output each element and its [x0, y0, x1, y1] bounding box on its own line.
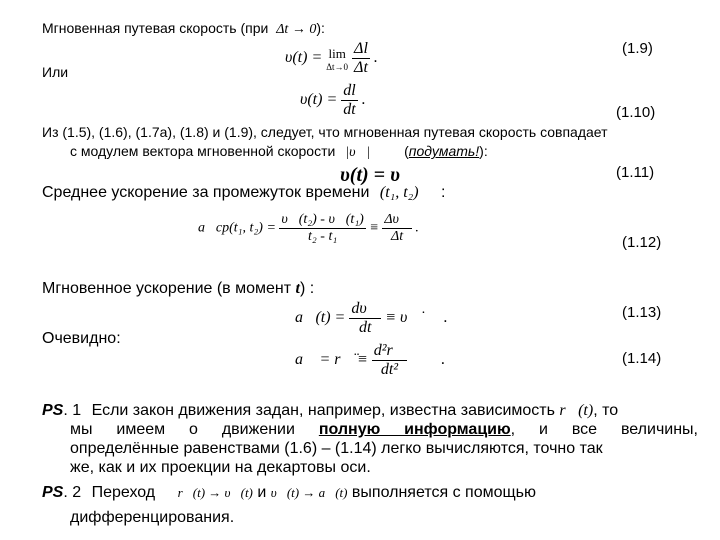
- eq-number-1-14: (1.14): [622, 350, 662, 367]
- eq-period: .: [443, 309, 448, 327]
- inst-acc-text: Мгновенное ускорение (в момент: [42, 280, 292, 297]
- eq-number-1-12: (1.12): [622, 234, 662, 251]
- abs-v: |υ⃗|: [345, 145, 371, 160]
- paragraph-line-1: Из (1.5), (1.6), (1.7а), (1.8) и (1.9), следует, что мгновенная путевая скорость совпадает: [42, 124, 608, 140]
- lim-sub: Δt→0: [326, 61, 349, 72]
- colon: :: [441, 184, 446, 201]
- ps2-word: Переход: [91, 484, 156, 501]
- d2r-dt2-fraction: [372, 342, 407, 379]
- avg-acc-text: Среднее ускорение за промежуток времени: [42, 184, 370, 201]
- eq-number-1-9: (1.9): [622, 40, 653, 57]
- frac-den: Δt: [354, 59, 368, 76]
- frac-den: t₂ - t₁: [279, 228, 365, 245]
- paragraph-line-2: [70, 143, 488, 161]
- ps1-line-2a: мы имеем о движении: [70, 421, 295, 438]
- frac-num: Δυ⃗: [384, 212, 410, 227]
- paren-close: ):: [479, 143, 488, 159]
- r-t: r⃗(t): [559, 402, 594, 419]
- frac-num: Δl: [354, 40, 368, 57]
- dv-dt-fraction: [382, 212, 412, 245]
- inst-acc-heading: [42, 280, 314, 298]
- lim-block: [326, 46, 348, 72]
- ps1-line-2: [70, 421, 698, 439]
- frac-num: d²r⃗: [373, 342, 406, 359]
- think-note: подумать!: [408, 143, 480, 159]
- instant-speed-text: Мгновенная путевая скорость (при: [42, 20, 269, 36]
- heading-tail: ):: [316, 20, 325, 36]
- ps1-line-1-text: Если закон движения задан, например, известна зависимость: [91, 402, 555, 419]
- ps2-line-2: дифференцирования.: [70, 509, 235, 526]
- paragraph-line-2-text: с модулем вектора мгновенной скорости: [70, 143, 336, 159]
- ps1-label: PS: [42, 402, 64, 419]
- equation-1-14: [295, 342, 445, 379]
- eq-period: .: [373, 49, 378, 67]
- paren-open: (: [404, 143, 409, 159]
- v-to-a: υ⃗(t) → a⃗(t): [270, 485, 348, 500]
- ps1-to: , то: [593, 402, 619, 419]
- equation-1-11: υ(t) = υ: [340, 164, 400, 186]
- ps2-tail: выполняется с помощью: [351, 484, 536, 501]
- eq-number-1-10: (1.10): [616, 104, 656, 121]
- inst-acc-tail: ) :: [299, 280, 315, 297]
- frac-den: dt: [343, 101, 356, 118]
- lim-word: lim: [328, 45, 346, 61]
- frac-num: dυ⃗: [351, 300, 380, 317]
- ps1-line-4: же, как и их проекции на декартовы оси.: [70, 459, 371, 476]
- obviously-label: Очевидно:: [42, 330, 121, 347]
- ps2-num: . 2: [63, 484, 82, 501]
- eq-period: .: [415, 220, 419, 236]
- instant-speed-heading: [42, 20, 325, 38]
- dv-dt-fraction: [349, 300, 381, 337]
- dl-dt-fraction: [352, 40, 370, 77]
- v-t-label: υ(t) =: [300, 91, 338, 109]
- v-diff-fraction: [279, 212, 365, 245]
- full-info-emphasis: полную информацию: [318, 421, 511, 438]
- a-t-label: a⃗(t) =: [295, 309, 346, 327]
- vdot: ≡ υ⃗̇: [385, 309, 420, 327]
- dl-dt-fraction: [341, 82, 357, 119]
- dt-to-zero: Δt → 0: [276, 22, 317, 37]
- equation-1-10: [300, 82, 366, 119]
- frac-den: Δt: [382, 228, 412, 245]
- frac-den: dt: [349, 318, 381, 337]
- equation-1-13: [295, 300, 448, 337]
- equation-1-12: [198, 212, 419, 245]
- ps1-line-2c: , и все величины,: [510, 421, 699, 438]
- moment-t: t: [295, 280, 300, 297]
- ps2-label: PS: [42, 484, 64, 501]
- ps1-line-3: определённые равенствами (1.6) – (1.14) легко вычисляются, точно так: [70, 440, 603, 457]
- ps1-line-1: [42, 402, 698, 420]
- r-to-v: r⃗(t) → υ⃗(t): [177, 485, 253, 500]
- frac-den: dt²: [372, 360, 407, 379]
- ps2-and: и: [257, 484, 267, 501]
- v-t-label: υ(t) =: [285, 49, 323, 67]
- acp-label: a⃗cp(t₁, t₂) =: [198, 220, 276, 236]
- frac-num: dl: [343, 82, 356, 99]
- equation-1-9: [285, 40, 378, 77]
- avg-acc-heading: [42, 184, 445, 202]
- frac-num: υ⃗(t₂) - υ⃗(t₁): [281, 212, 364, 227]
- equiv-sign: ≡: [369, 220, 379, 236]
- eq-period: .: [361, 91, 366, 109]
- a-eq-label: a⃗ = r⃗̈ ≡: [295, 351, 368, 369]
- eq-number-1-11: (1.11): [616, 164, 655, 181]
- eq-period: .: [441, 351, 446, 369]
- or-word: Или: [42, 64, 69, 80]
- interval: (t₁, t₂): [379, 184, 419, 201]
- eq-number-1-13: (1.13): [622, 304, 662, 321]
- ps2-line-1: [42, 484, 536, 502]
- ps1-num: . 1: [63, 402, 82, 419]
